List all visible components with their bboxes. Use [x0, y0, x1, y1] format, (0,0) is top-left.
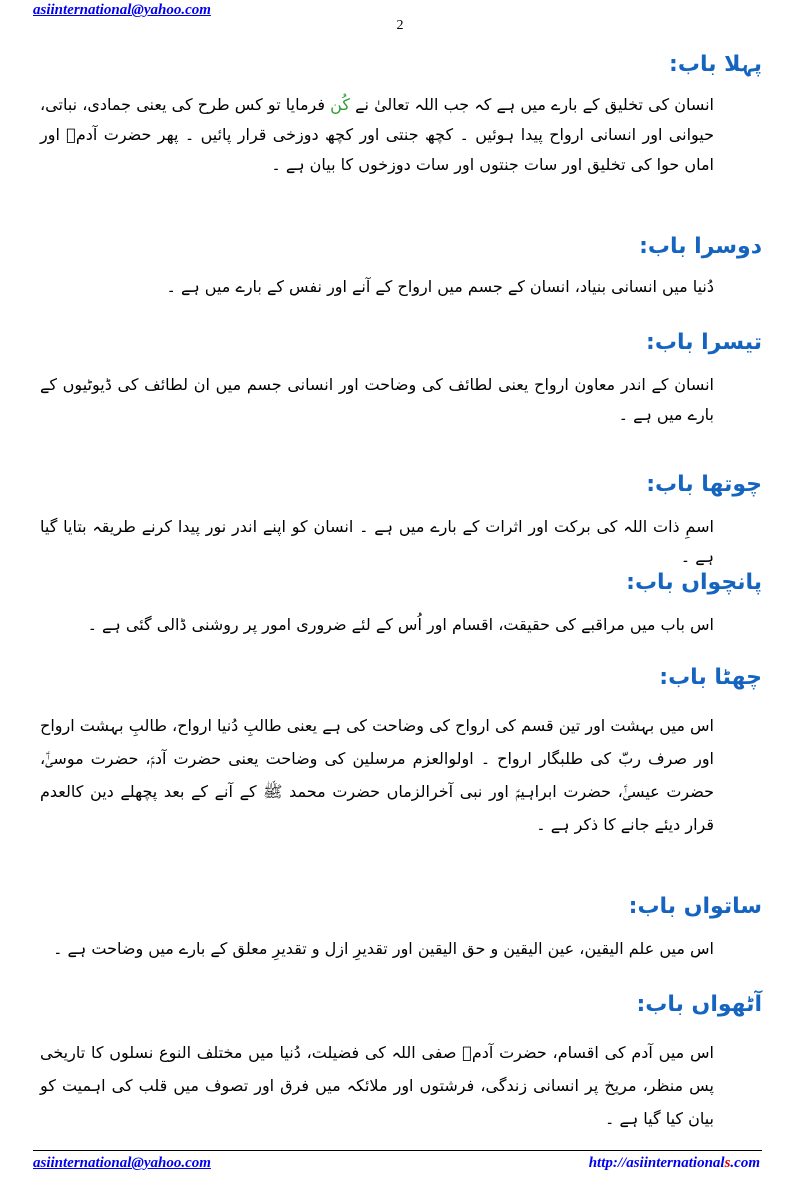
chapter-3: [40, 328, 762, 430]
chapter-1-title: پہلا باب:: [669, 52, 762, 77]
chapter-1-text-start: انسان کی تخلیق کے بارے میں ہے کہ جب اللہ تعالیٰ نے: [349, 95, 714, 114]
footer-website-link[interactable]: [589, 1155, 760, 1172]
chapter-6: [40, 663, 762, 841]
chapter-5: [40, 568, 762, 640]
chapter-8-title: آٹھواں باب:: [636, 992, 762, 1017]
chapter-2-title: دوسرا باب:: [639, 234, 762, 259]
chapter-7: [40, 892, 762, 964]
chapter-3-text: انسان کے اندر معاون ارواح یعنی لطائف کی وضاحت اور انسانی جسم میں ان لطائف کی ڈیوٹیوں کے بارے میں ہے ۔: [40, 375, 714, 424]
chapter-2: [40, 232, 762, 302]
chapter-8-text: اس میں آدم کی اقسام، حضرت آدمؑ صفی اللہ کی فضیلت، دُنیا میں مختلف النوع نسلوں کا تاریخی پس منظر، مریخ پر انسانی زندگی، فرشتوں اور ملائکہ میں فرق اور تصوف میں قلب کی اہمیت کو بیان کیا گیا ہے ۔: [40, 1043, 714, 1128]
chapter-7-text: اس میں علم الیقین، عین الیقین و حق الیقین اور تقدیرِ ازل و تقدیرِ معلق کے بارے میں وضاحت ہے ۔: [53, 939, 714, 958]
chapter-5-title: پانچواں باب:: [626, 570, 762, 595]
chapter-2-text: دُنیا میں انسانی بنیاد، انسان کے جسم میں ارواح کے آنے اور نفس کے بارے میں ہے ۔: [166, 277, 714, 296]
chapter-4: [40, 470, 762, 572]
chapter-6-text: اس میں بہشت اور تین قسم کی ارواح کی وضاحت کی ہے یعنی طالبِ دُنیا ارواح، طالبِ بہشت ارواح اور صرف ربّ کی طلبگار ارواح ۔ اولوالعزم مرسلین کی وضاحت یعنی حضرت آدمؑ، حضرت موسیٰؑ، حضرت عیسیٰؑ، حضرت ابراہیمؑ اور نبی آخرالزماں حضرت محمد ﷺ کے آنے کے بعد پچھلے دین کالعدم قرار دیئے جانے کا ذکر ہے ۔: [40, 716, 714, 834]
chapter-6-title: چھٹا باب:: [659, 665, 762, 690]
chapter-8: [40, 990, 762, 1135]
kun-word: کُن: [330, 95, 350, 114]
chapter-5-text: اس باب میں مراقبے کی حقیقت، اقسام اور اُس کے لئے ضروری امور پر روشنی ڈالی گئی ہے ۔: [87, 615, 714, 634]
chapter-7-title: ساتواں باب:: [628, 894, 762, 919]
chapter-3-title: تیسرا باب:: [646, 330, 762, 355]
header-email-link[interactable]: asiinternational@yahoo.com: [33, 2, 211, 18]
footer-divider: [33, 1150, 762, 1151]
chapter-1-text-end: فرمایا تو کس طرح کی یعنی جمادی، نباتی، حیوانی اور انسانی ارواح پیدا ہوئیں ۔ کچھ جنتی اور کچھ دوزخی قرار پائیں ۔ پھر حضرت آدمؑ اور اماں حوا کی تخلیق اور سات جنتوں اور سات دوزخوں کا بیان ہے ۔: [40, 95, 714, 174]
footer-url-suffix: .com: [730, 1155, 760, 1171]
chapter-4-text: اسمِ ذات اللہ کی برکت اور اثرات کے بارے میں ہے ۔ انسان کو اپنے اندر نور پیدا کرنے طریقہ بتایا گیا ہے ۔: [40, 517, 714, 566]
footer-url-prefix: http://asiinternational: [588, 1155, 725, 1171]
chapter-1-text: [40, 90, 762, 180]
footer-url-accent: s: [724, 1155, 731, 1171]
chapter-1: [40, 50, 762, 180]
footer-email-link[interactable]: asiinternational@yahoo.com: [33, 1155, 211, 1171]
page-number: 2: [396, 18, 404, 33]
chapter-4-title: چوتھا باب:: [646, 472, 762, 497]
